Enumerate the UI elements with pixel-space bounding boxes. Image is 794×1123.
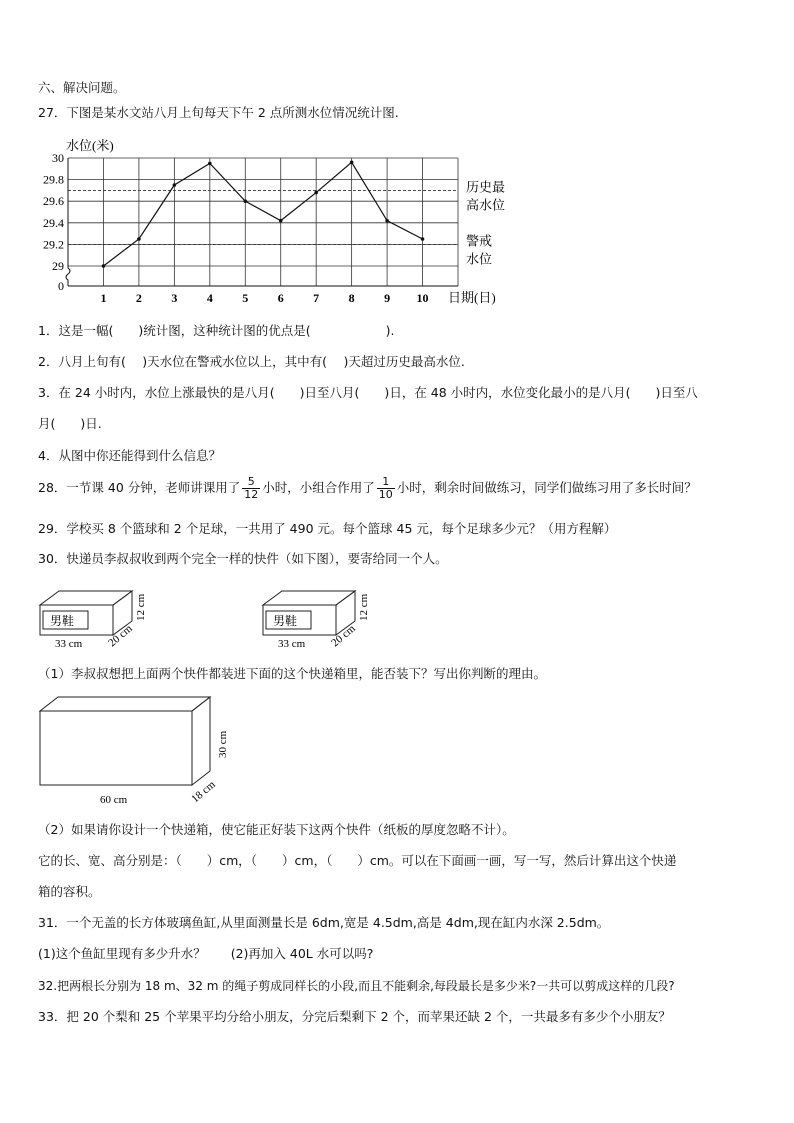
box-front-face xyxy=(40,711,192,785)
q27-sub3-line1: 3．在 24 小时内，水位上涨最快的是八月( )日至八月( )日，在 48 小时内，水位变化最小的是八月( )日至八 xyxy=(38,385,698,400)
q27-sub1: 1．这是一幅( )统计图，这种统计图的优点是( ). xyxy=(38,323,395,338)
series-line xyxy=(103,162,422,266)
data-point xyxy=(173,183,177,187)
q33: 33．把 20 个梨和 25 个苹果平均分给小朋友，分完后梨剩下 2 个，而苹果还缺 2 个，一共最多有多少个小朋友？ xyxy=(38,1009,671,1024)
x-axis-title: 日期(日) xyxy=(448,290,496,305)
q28-part2: 小时，小组合作用了 xyxy=(262,480,375,495)
reference-line-label: 水位 xyxy=(466,251,493,267)
q27-sub2: 2．八月上旬有( )天水位在警戒水位以上，其中有( )天超过历史最高水位. xyxy=(38,354,465,369)
data-point xyxy=(208,162,212,166)
box-top-face xyxy=(40,697,210,711)
chart-tick-labels xyxy=(43,151,429,305)
data-point xyxy=(279,219,283,223)
package-top-face xyxy=(263,591,355,605)
q30-part1: （1）李叔叔想把上面两个快件都装进下面的这个快递箱里，能否装下？写出你判断的理由。 xyxy=(38,666,546,681)
data-point xyxy=(314,191,318,195)
package-label: 男鞋 xyxy=(273,614,298,628)
box-length: 60 cm xyxy=(100,794,128,806)
chart-series xyxy=(102,161,425,268)
reference-line-label: 历史最 xyxy=(466,179,506,195)
reference-line-label: 警戒 xyxy=(466,233,493,249)
fraction-denominator: 10 xyxy=(378,488,393,501)
x-tick-label: 8 xyxy=(348,291,355,305)
x-tick-label: 6 xyxy=(277,291,284,305)
y-tick-label: 29 xyxy=(52,259,64,273)
x-tick-label: 2 xyxy=(135,291,142,305)
data-point xyxy=(137,237,141,241)
data-point xyxy=(350,161,354,165)
package-left xyxy=(40,591,132,635)
q30-part2: （2）如果请你设计一个快递箱，使它能正好装下这两个快件（纸板的厚度忽略不计）。 xyxy=(38,822,515,837)
data-point xyxy=(385,219,389,223)
chart-grid xyxy=(68,158,458,286)
x-tick-label: 3 xyxy=(171,291,178,305)
package-height: 12 cm xyxy=(358,593,370,621)
box-height: 30 cm xyxy=(217,730,229,758)
y-tick-label: 29.4 xyxy=(43,215,64,230)
shipping-box-figure xyxy=(0,693,794,813)
package-label: 男鞋 xyxy=(50,614,75,628)
x-tick-label: 5 xyxy=(242,291,249,305)
box-side-face xyxy=(192,697,210,785)
data-point xyxy=(243,199,247,203)
y-tick-label: 30 xyxy=(52,151,64,165)
x-tick-label: 4 xyxy=(206,291,213,305)
axis-break-mark xyxy=(66,268,70,286)
q28-part3: 小时，剩余时间做练习，同学们做练习用了多长时间？ xyxy=(396,480,697,495)
fraction-numerator: 1 xyxy=(377,476,395,489)
package-height: 12 cm xyxy=(135,593,147,621)
q30-part3-line1: 它的长、宽、高分别是：（ ）cm，（ ）cm，（ ）cm。可以在下面画一画，写一写，然后计算出这个快递 xyxy=(38,853,677,868)
q29: 29．学校买 8 个篮球和 2 个足球，一共用了 490 元。每个篮球 45 元，每个足球多少元？（用方程解） xyxy=(38,521,617,536)
q27-sub4: 4．从图中你还能得到什么信息？ xyxy=(38,448,221,463)
package-width: 20 cm xyxy=(329,622,358,650)
q28 xyxy=(38,474,697,502)
packages-figure xyxy=(0,583,794,653)
box-width: 18 cm xyxy=(189,778,218,806)
x-tick-label: 10 xyxy=(416,291,429,305)
y-tick-label: 29.2 xyxy=(43,237,64,252)
q27-sub3-line2: 月( )日. xyxy=(38,416,102,431)
fraction-5-12 xyxy=(242,476,260,501)
y-tick-label: 29.6 xyxy=(43,194,64,209)
q31-sub: (1)这个鱼缸里现有多少升水？ (2)再加入 40L 水可以吗? xyxy=(38,946,374,961)
q27-intro: 27．下图是某水文站八月上旬每天下午 2 点所测水位情况统计图. xyxy=(38,105,399,120)
y-axis-title: 水位(米) xyxy=(66,138,114,153)
reference-line-label: 高水位 xyxy=(466,197,506,213)
package-right xyxy=(263,591,355,635)
y-tick-label: 0 xyxy=(58,279,64,293)
data-point xyxy=(421,237,425,241)
q30-part3-line2: 箱的容积。 xyxy=(38,884,101,899)
y-tick-label: 29.8 xyxy=(43,172,64,187)
x-tick-label: 9 xyxy=(384,291,391,305)
chart-axes xyxy=(66,158,458,286)
x-tick-label: 1 xyxy=(100,291,107,305)
x-tick-label: 7 xyxy=(313,291,320,305)
fraction-numerator: 5 xyxy=(242,476,260,489)
q32: 32.把两根长分别为 18 m、32 m 的绳子剪成同样长的小段,而且不能剩余,每段最长是多少米?一共可以剪成这样的几段? xyxy=(38,979,675,993)
package-length: 33 cm xyxy=(278,638,306,650)
package-top-face xyxy=(40,591,132,605)
section-heading: 六、解决问题。 xyxy=(38,80,126,95)
fraction-denominator: 12 xyxy=(244,488,259,501)
q30-intro: 30．快递员李叔叔收到两个完全一样的快件（如下图），要寄给同一个人。 xyxy=(38,551,448,566)
fraction-1-10 xyxy=(377,476,395,501)
q31: 31．一个无盖的长方体玻璃鱼缸,从里面测量长是 6dm,宽是 4.5dm,高是 4dm,现在缸内水深 2.5dm。 xyxy=(38,915,610,930)
q28-part1: 28．一节课 40 分钟，老师讲课用了 xyxy=(38,480,241,495)
package-width: 20 cm xyxy=(106,622,135,650)
package-length: 33 cm xyxy=(55,638,83,650)
data-point xyxy=(102,264,106,268)
